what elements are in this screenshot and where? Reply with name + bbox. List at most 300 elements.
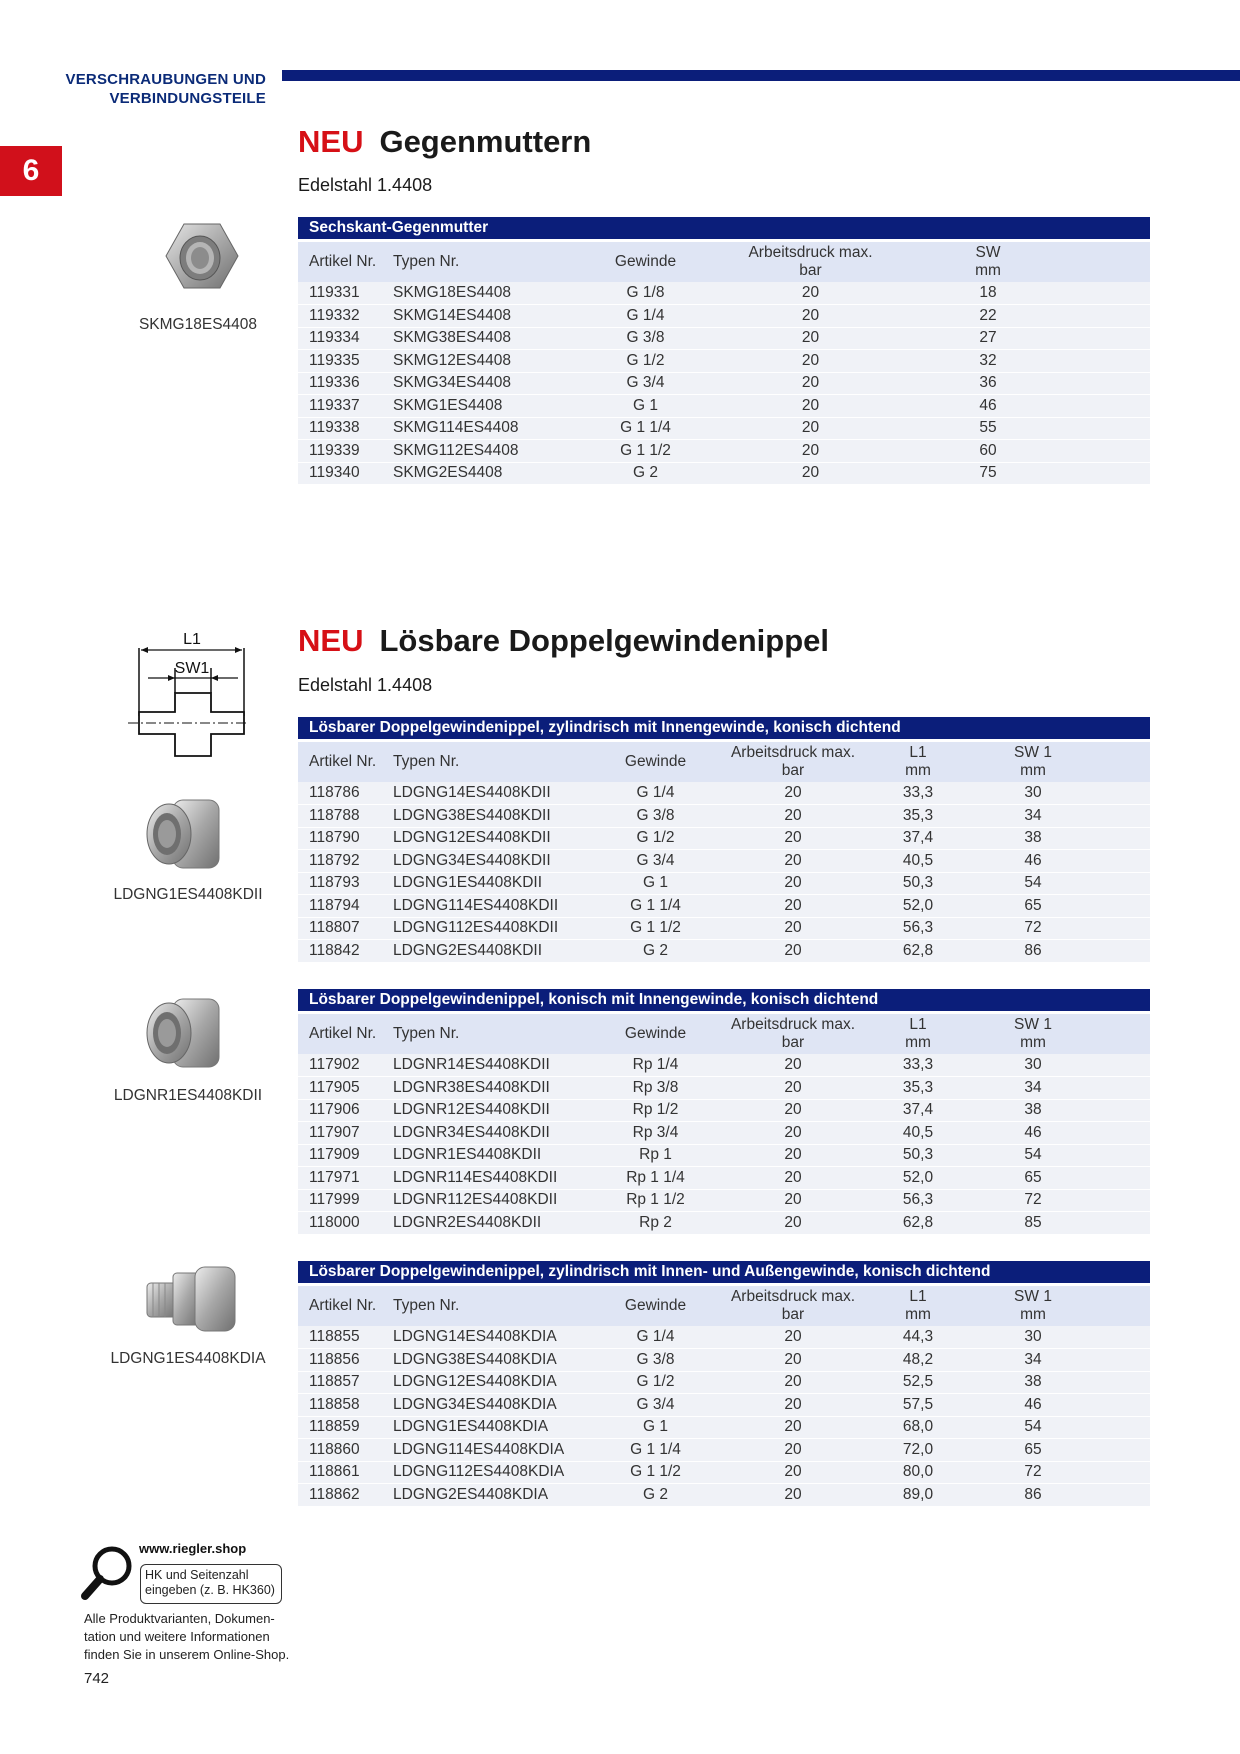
row-spacer	[1088, 1099, 1150, 1122]
footer-info-line-2: tation und weitere Informationen	[84, 1629, 270, 1644]
image-label: SKMG18ES4408	[138, 316, 258, 333]
gewinde: G 2	[583, 940, 728, 963]
table-caption: Lösbarer Doppelgewindenippel, konisch mit Innengewinde, konisch dichtend	[298, 989, 1150, 1012]
table-row	[298, 462, 1150, 485]
artikel-nr: 118792	[298, 850, 393, 873]
col-header-gewinde: Gewinde	[583, 1012, 728, 1054]
sw: 60	[913, 440, 1063, 463]
artikel-nr: 117902	[298, 1054, 393, 1077]
arbeitsdruck: 20	[728, 872, 858, 895]
arbeitsdruck: 20	[728, 1144, 858, 1167]
typen-nr: LDGNG2ES4408KDIA	[393, 1484, 583, 1507]
row-spacer	[1088, 1439, 1150, 1462]
arbeitsdruck: 20	[728, 1189, 858, 1212]
dimension-drawing	[128, 628, 248, 768]
col-header-arbeitsdruck-unit: bar	[781, 761, 805, 779]
typen-nr: LDGNR34ES4408KDII	[393, 1122, 583, 1145]
col-header-typen: Typen Nr.	[393, 1284, 583, 1326]
l1: 89,0	[858, 1484, 978, 1507]
table-row	[298, 1212, 1150, 1235]
col-header-arbeitsdruck-label: Arbeitsdruck max.	[730, 1287, 856, 1305]
l1: 62,8	[858, 1212, 978, 1235]
arbeitsdruck: 20	[708, 372, 913, 395]
sw: 46	[913, 395, 1063, 418]
typen-nr: LDGNG38ES4408KDIA	[393, 1349, 583, 1372]
table-row	[298, 872, 1150, 895]
sw1: 30	[978, 1326, 1088, 1349]
row-spacer	[1088, 917, 1150, 940]
typen-nr: LDGNG112ES4408KDII	[393, 917, 583, 940]
row-spacer	[1088, 850, 1150, 873]
l1: 33,3	[858, 1054, 978, 1077]
col-header-sw	[913, 240, 1063, 282]
artikel-nr: 119337	[298, 395, 393, 418]
neu-badge: NEU	[298, 124, 364, 159]
typen-nr: SKMG12ES4408	[393, 350, 583, 373]
arbeitsdruck: 20	[728, 782, 858, 805]
artikel-nr: 118860	[298, 1439, 393, 1462]
artikel-nr: 117999	[298, 1189, 393, 1212]
col-header-l1	[858, 1012, 978, 1054]
col-header-sw1-unit: mm	[1020, 761, 1046, 779]
arbeitsdruck: 20	[728, 805, 858, 828]
table-header-row	[298, 740, 1150, 782]
col-header-arbeitsdruck-label: Arbeitsdruck max.	[730, 1015, 856, 1033]
arbeitsdruck: 20	[728, 1416, 858, 1439]
row-spacer	[1088, 827, 1150, 850]
typen-nr: SKMG14ES4408	[393, 305, 583, 328]
sw1: 34	[978, 805, 1088, 828]
artikel-nr: 117907	[298, 1122, 393, 1145]
footer-info-line-1: Alle Produktvarianten, Dokumen-	[84, 1611, 275, 1626]
typen-nr: SKMG112ES4408	[393, 440, 583, 463]
arbeitsdruck: 20	[728, 1077, 858, 1100]
typen-nr: LDGNG34ES4408KDII	[393, 850, 583, 873]
row-spacer	[1063, 417, 1150, 440]
sw1: 38	[978, 1371, 1088, 1394]
col-header-l1-label: L1	[909, 1015, 927, 1033]
gewinde: G 1/2	[583, 1371, 728, 1394]
arbeitsdruck: 20	[708, 305, 913, 328]
row-spacer	[1088, 1461, 1150, 1484]
col-header-gewinde: Gewinde	[583, 240, 708, 282]
magnifier-icon	[80, 1544, 136, 1602]
typen-nr: LDGNR2ES4408KDII	[393, 1212, 583, 1235]
col-header-typen: Typen Nr.	[393, 740, 583, 782]
sw1: 30	[978, 782, 1088, 805]
sw: 36	[913, 372, 1063, 395]
row-spacer	[1088, 805, 1150, 828]
typen-nr: LDGNG114ES4408KDII	[393, 895, 583, 918]
typen-nr: LDGNG1ES4408KDIA	[393, 1416, 583, 1439]
table-row	[298, 1099, 1150, 1122]
col-header-artikel: Artikel Nr.	[298, 240, 393, 282]
table-row	[298, 350, 1150, 373]
table-row	[298, 1349, 1150, 1372]
category-line-2: VERBINDUNGSTEILE	[109, 90, 266, 107]
typen-nr: LDGNG38ES4408KDII	[393, 805, 583, 828]
typen-nr: LDGNG12ES4408KDIA	[393, 1371, 583, 1394]
artikel-nr: 117905	[298, 1077, 393, 1100]
gewinde: Rp 1 1/4	[583, 1167, 728, 1190]
sw1: 38	[978, 1099, 1088, 1122]
typen-nr: SKMG2ES4408	[393, 462, 583, 485]
col-header-gewinde: Gewinde	[583, 740, 728, 782]
row-spacer	[1088, 1144, 1150, 1167]
table-row	[298, 1394, 1150, 1417]
sw: 55	[913, 417, 1063, 440]
arbeitsdruck: 20	[728, 917, 858, 940]
row-spacer	[1088, 1394, 1150, 1417]
footer-info	[84, 1610, 289, 1664]
arbeitsdruck: 20	[728, 1349, 858, 1372]
image-label: LDGNG1ES4408KDIA	[110, 1350, 266, 1367]
category-line-1: VERSCHRAUBUNGEN UND	[65, 71, 266, 88]
arbeitsdruck: 20	[728, 940, 858, 963]
gewinde: G 2	[583, 462, 708, 485]
col-header-spacer	[1088, 1012, 1150, 1054]
col-header-arbeitsdruck	[728, 1284, 858, 1326]
l1: 52,5	[858, 1371, 978, 1394]
typen-nr: LDGNG34ES4408KDIA	[393, 1394, 583, 1417]
l1: 52,0	[858, 895, 978, 918]
gewinde: G 1 1/2	[583, 917, 728, 940]
row-spacer	[1063, 282, 1150, 305]
sw: 32	[913, 350, 1063, 373]
col-header-sw-label: SW	[975, 243, 1001, 261]
table-caption: Lösbarer Doppelgewindenippel, zylindrisch mit Innen- und Außengewinde, konisch dichtend	[298, 1261, 1150, 1284]
arbeitsdruck: 20	[728, 1439, 858, 1462]
table-row	[298, 1122, 1150, 1145]
l1: 37,4	[858, 1099, 978, 1122]
union-fitting-image-3	[143, 1263, 239, 1335]
arbeitsdruck: 20	[728, 1054, 858, 1077]
typen-nr: LDGNG14ES4408KDIA	[393, 1326, 583, 1349]
artikel-nr: 119334	[298, 327, 393, 350]
gewinde: G 1 1/4	[583, 417, 708, 440]
table-header-row	[298, 240, 1150, 282]
typen-nr: SKMG38ES4408	[393, 327, 583, 350]
artikel-nr: 119332	[298, 305, 393, 328]
table-caption: Sechskant-Gegenmutter	[298, 217, 1150, 240]
col-header-sw1-unit: mm	[1020, 1033, 1046, 1051]
typen-nr: SKMG114ES4408	[393, 417, 583, 440]
col-header-sw1-unit: mm	[1020, 1305, 1046, 1323]
sw1: 38	[978, 827, 1088, 850]
l1: 56,3	[858, 1189, 978, 1212]
artikel-nr: 119331	[298, 282, 393, 305]
row-spacer	[1088, 1054, 1150, 1077]
typen-nr: LDGNG112ES4408KDIA	[393, 1461, 583, 1484]
typen-nr: LDGNR12ES4408KDII	[393, 1099, 583, 1122]
shop-url-link[interactable]: www.riegler.shop	[139, 1541, 247, 1556]
table-row	[298, 417, 1150, 440]
col-header-arbeitsdruck	[728, 740, 858, 782]
l1: 33,3	[858, 782, 978, 805]
arbeitsdruck: 20	[728, 1326, 858, 1349]
row-spacer	[1088, 1189, 1150, 1212]
row-spacer	[1063, 462, 1150, 485]
gewinde: G 3/4	[583, 372, 708, 395]
l1: 44,3	[858, 1326, 978, 1349]
artikel-nr: 118858	[298, 1394, 393, 1417]
page-number: 742	[84, 1670, 110, 1687]
neu-badge: NEU	[298, 623, 364, 658]
gewinde: G 2	[583, 1484, 728, 1507]
artikel-nr: 118861	[298, 1461, 393, 1484]
l1: 57,5	[858, 1394, 978, 1417]
image-label: LDGNR1ES4408KDII	[113, 1087, 263, 1104]
sw1: 86	[978, 1484, 1088, 1507]
arbeitsdruck: 20	[708, 395, 913, 418]
artikel-nr: 117909	[298, 1144, 393, 1167]
artikel-nr: 119340	[298, 462, 393, 485]
row-spacer	[1088, 1077, 1150, 1100]
artikel-nr: 118793	[298, 872, 393, 895]
artikel-nr: 119338	[298, 417, 393, 440]
arbeitsdruck: 20	[708, 440, 913, 463]
l1: 50,3	[858, 1144, 978, 1167]
artikel-nr: 118788	[298, 805, 393, 828]
row-spacer	[1088, 1122, 1150, 1145]
typen-nr: LDGNR38ES4408KDII	[393, 1077, 583, 1100]
col-header-spacer	[1088, 740, 1150, 782]
sw1: 34	[978, 1349, 1088, 1372]
col-header-artikel: Artikel Nr.	[298, 740, 393, 782]
hex-nut-image	[162, 220, 242, 292]
gewinde: G 1	[583, 395, 708, 418]
sw1: 30	[978, 1054, 1088, 1077]
image-label: LDGNG1ES4408KDII	[113, 886, 263, 903]
col-header-l1-label: L1	[909, 1287, 927, 1305]
union-fitting-image-1	[143, 794, 227, 874]
col-header-sw1-label: SW 1	[1014, 743, 1052, 761]
row-spacer	[1063, 395, 1150, 418]
artikel-nr: 118786	[298, 782, 393, 805]
union-fitting-image-2	[143, 993, 227, 1073]
col-header-arbeitsdruck-label: Arbeitsdruck max.	[748, 243, 873, 261]
product-table-zylindrisch-innengewinde	[298, 717, 1150, 963]
l1: 68,0	[858, 1416, 978, 1439]
col-header-arbeitsdruck-unit: bar	[781, 1033, 805, 1051]
section-title-gegenmuttern	[298, 124, 591, 160]
table-row	[298, 305, 1150, 328]
table-row	[298, 327, 1150, 350]
artikel-nr: 118859	[298, 1416, 393, 1439]
artikel-nr: 119336	[298, 372, 393, 395]
artikel-nr: 117971	[298, 1167, 393, 1190]
typen-nr: SKMG18ES4408	[393, 282, 583, 305]
arbeitsdruck: 20	[728, 895, 858, 918]
table-row	[298, 1484, 1150, 1507]
gewinde: Rp 1/4	[583, 1054, 728, 1077]
shop-hint-line-1: HK und Seitenzahl	[145, 1568, 249, 1582]
row-spacer	[1063, 372, 1150, 395]
arbeitsdruck: 20	[708, 327, 913, 350]
typen-nr: LDGNR14ES4408KDII	[393, 1054, 583, 1077]
table-row	[298, 940, 1150, 963]
sw1: 86	[978, 940, 1088, 963]
gewinde: G 1 1/4	[583, 895, 728, 918]
col-header-sw1	[978, 1012, 1088, 1054]
shop-hint-box	[140, 1564, 282, 1604]
col-header-artikel: Artikel Nr.	[298, 1284, 393, 1326]
l1: 50,3	[858, 872, 978, 895]
sw1: 54	[978, 1416, 1088, 1439]
artikel-nr: 118862	[298, 1484, 393, 1507]
dimension-l1-label: L1	[183, 631, 201, 648]
sw1: 72	[978, 917, 1088, 940]
sw1: 34	[978, 1077, 1088, 1100]
table-row	[298, 895, 1150, 918]
l1: 72,0	[858, 1439, 978, 1462]
table-row	[298, 850, 1150, 873]
section-title-text: Lösbare Doppelgewindenippel	[379, 623, 829, 658]
col-header-l1	[858, 1284, 978, 1326]
row-spacer	[1063, 350, 1150, 373]
sw1: 46	[978, 850, 1088, 873]
dimension-sw1-label: SW1	[174, 660, 210, 677]
col-header-gewinde: Gewinde	[583, 1284, 728, 1326]
row-spacer	[1063, 440, 1150, 463]
gewinde: G 1/2	[583, 350, 708, 373]
footer-info-line-3: finden Sie in unserem Online-Shop.	[84, 1647, 290, 1662]
artikel-nr: 118857	[298, 1371, 393, 1394]
arbeitsdruck: 20	[728, 1461, 858, 1484]
table-row	[298, 1439, 1150, 1462]
typen-nr: SKMG1ES4408	[393, 395, 583, 418]
arbeitsdruck: 20	[728, 1099, 858, 1122]
gewinde: G 1/4	[583, 1326, 728, 1349]
typen-nr: LDGNR114ES4408KDII	[393, 1167, 583, 1190]
product-table-innen-aussengewinde	[298, 1261, 1150, 1507]
l1: 48,2	[858, 1349, 978, 1372]
l1: 52,0	[858, 1167, 978, 1190]
table-row	[298, 395, 1150, 418]
artikel-nr: 118790	[298, 827, 393, 850]
table-row	[298, 1144, 1150, 1167]
sw1: 72	[978, 1189, 1088, 1212]
sw: 75	[913, 462, 1063, 485]
sw1: 54	[978, 872, 1088, 895]
gewinde: G 1 1/2	[583, 440, 708, 463]
gewinde: G 3/4	[583, 1394, 728, 1417]
row-spacer	[1063, 327, 1150, 350]
product-table-sechskant	[298, 217, 1150, 485]
arbeitsdruck: 20	[728, 1371, 858, 1394]
arbeitsdruck: 20	[708, 282, 913, 305]
arbeitsdruck: 20	[728, 850, 858, 873]
sw: 18	[913, 282, 1063, 305]
arbeitsdruck: 20	[728, 1394, 858, 1417]
chapter-tab: 6	[0, 146, 62, 196]
table-row	[298, 1054, 1150, 1077]
table-row	[298, 1189, 1150, 1212]
table-row	[298, 1077, 1150, 1100]
col-header-arbeitsdruck-unit: bar	[799, 261, 822, 279]
row-spacer	[1088, 895, 1150, 918]
col-header-spacer	[1088, 1284, 1150, 1326]
col-header-sw1	[978, 740, 1088, 782]
row-spacer	[1063, 305, 1150, 328]
table-row	[298, 1326, 1150, 1349]
row-spacer	[1088, 1484, 1150, 1507]
category-heading	[66, 70, 266, 108]
gewinde: Rp 1/2	[583, 1099, 728, 1122]
table-caption: Lösbarer Doppelgewindenippel, zylindrisch mit Innengewinde, konisch dichtend	[298, 717, 1150, 740]
gewinde: Rp 2	[583, 1212, 728, 1235]
l1: 35,3	[858, 1077, 978, 1100]
gewinde: G 1/8	[583, 282, 708, 305]
arbeitsdruck: 20	[708, 417, 913, 440]
typen-nr: LDGNG14ES4408KDII	[393, 782, 583, 805]
arbeitsdruck: 20	[708, 350, 913, 373]
gewinde: G 1/4	[583, 782, 728, 805]
gewinde: G 1	[583, 1416, 728, 1439]
col-header-typen: Typen Nr.	[393, 240, 583, 282]
l1: 40,5	[858, 1122, 978, 1145]
row-spacer	[1088, 1167, 1150, 1190]
artikel-nr: 118855	[298, 1326, 393, 1349]
l1: 62,8	[858, 940, 978, 963]
gewinde: Rp 1 1/2	[583, 1189, 728, 1212]
col-header-l1-unit: mm	[905, 761, 931, 779]
artikel-nr: 118794	[298, 895, 393, 918]
table-header-row	[298, 1012, 1150, 1054]
row-spacer	[1088, 1371, 1150, 1394]
table-row	[298, 1167, 1150, 1190]
col-header-arbeitsdruck	[708, 240, 913, 282]
gewinde: Rp 1	[583, 1144, 728, 1167]
col-header-l1-label: L1	[909, 743, 927, 761]
table-row	[298, 917, 1150, 940]
row-spacer	[1088, 1416, 1150, 1439]
arbeitsdruck: 20	[728, 1167, 858, 1190]
arbeitsdruck: 20	[728, 1484, 858, 1507]
artikel-nr: 119335	[298, 350, 393, 373]
col-header-sw-unit: mm	[975, 261, 1001, 279]
arbeitsdruck: 20	[728, 1122, 858, 1145]
section-title-doppelgewindenippel	[298, 623, 829, 659]
artikel-nr: 118842	[298, 940, 393, 963]
l1: 37,4	[858, 827, 978, 850]
typen-nr: SKMG34ES4408	[393, 372, 583, 395]
table-row	[298, 1461, 1150, 1484]
material-label: Edelstahl 1.4408	[298, 175, 433, 195]
typen-nr: LDGNG12ES4408KDII	[393, 827, 583, 850]
artikel-nr: 118807	[298, 917, 393, 940]
arbeitsdruck: 20	[728, 1212, 858, 1235]
col-header-l1-unit: mm	[905, 1305, 931, 1323]
sw: 27	[913, 327, 1063, 350]
gewinde: G 3/8	[583, 327, 708, 350]
gewinde: G 1/4	[583, 305, 708, 328]
table-row	[298, 827, 1150, 850]
gewinde: G 1 1/2	[583, 1461, 728, 1484]
sw: 22	[913, 305, 1063, 328]
artikel-nr: 117906	[298, 1099, 393, 1122]
l1: 35,3	[858, 805, 978, 828]
arbeitsdruck: 20	[728, 827, 858, 850]
gewinde: Rp 3/8	[583, 1077, 728, 1100]
header-bar	[282, 70, 1240, 81]
sw1: 65	[978, 1167, 1088, 1190]
gewinde: G 3/8	[583, 805, 728, 828]
table-row	[298, 1416, 1150, 1439]
row-spacer	[1088, 872, 1150, 895]
typen-nr: LDGNR112ES4408KDII	[393, 1189, 583, 1212]
typen-nr: LDGNG2ES4408KDII	[393, 940, 583, 963]
